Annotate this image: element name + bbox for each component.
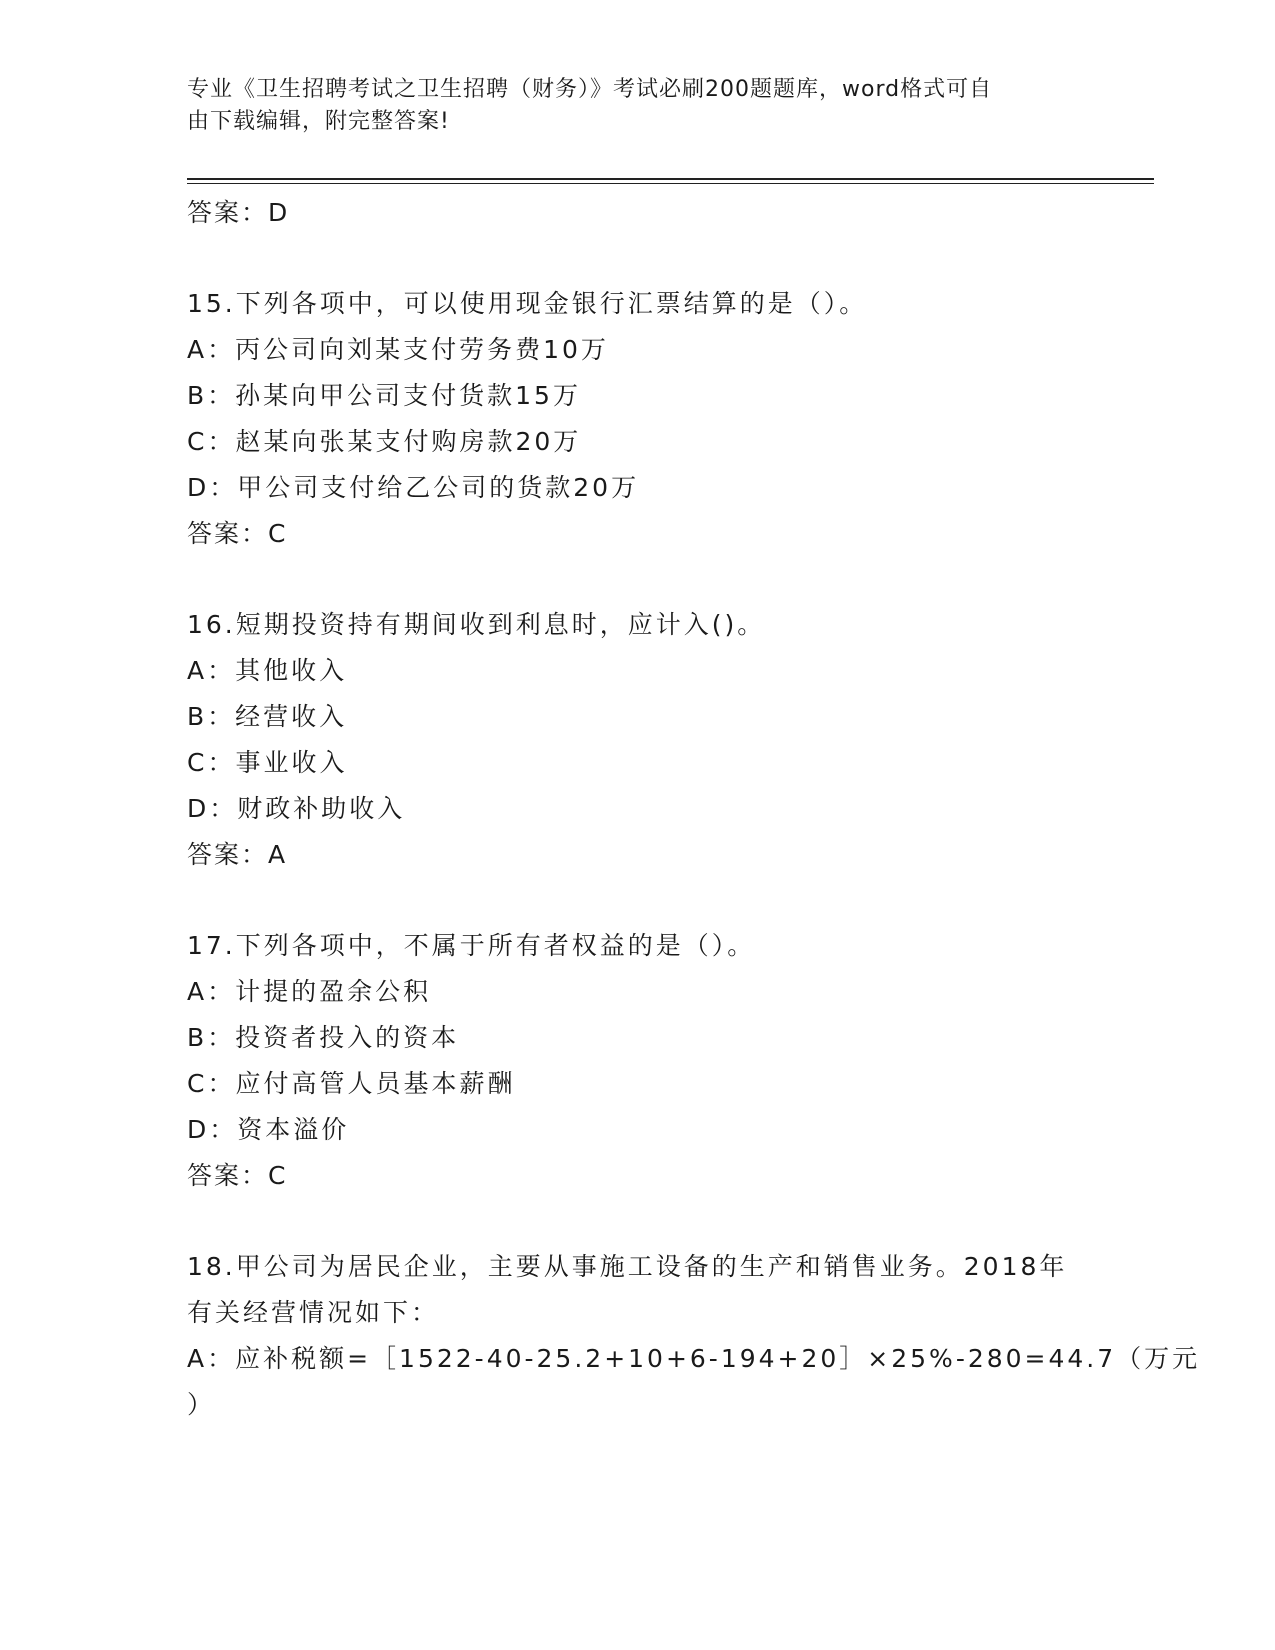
option-d: D：甲公司支付给乙公司的货款20万	[187, 473, 640, 502]
question-18	[187, 1244, 1201, 1428]
option-c: C：赵某向张某支付购房款20万	[187, 427, 582, 456]
question-15	[187, 281, 1087, 557]
option-d: D：财政补助收入	[187, 794, 406, 823]
option-b: B：经营收入	[187, 702, 348, 731]
question-stem: 15.下列各项中，可以使用现金银行汇票结算的是（）。	[187, 289, 868, 318]
answer-line: 答案：C	[187, 519, 288, 548]
question-16	[187, 602, 1087, 878]
option-b: B：投资者投入的资本	[187, 1023, 460, 1052]
answer-line: 答案：D	[187, 198, 290, 227]
option-a-line-2: ）	[187, 1390, 216, 1419]
header-divider-thin	[187, 183, 1154, 184]
answer-line: 答案：C	[187, 1161, 288, 1190]
document-header	[187, 74, 1067, 138]
header-line-2: 由下载编辑，附完整答案!	[187, 109, 450, 134]
answer-line: 答案：A	[187, 840, 288, 869]
document-body	[187, 190, 1201, 1428]
option-c: C：应付高管人员基本薪酬	[187, 1069, 516, 1098]
header-line-1: 专业《卫生招聘考试之卫生招聘（财务）》考试必刷200题题库，word格式可自	[187, 77, 993, 102]
option-d: D：资本溢价	[187, 1115, 350, 1144]
question-stem: 16.短期投资持有期间收到利息时，应计入()。	[187, 610, 766, 639]
option-a: A：丙公司向刘某支付劳务费10万	[187, 335, 609, 364]
option-a-line-1: A：应补税额=［1522-40-25.2+10+6-194+20］×25%-280=44.7（万元	[187, 1344, 1201, 1373]
header-divider-thick	[187, 178, 1154, 180]
option-c: C：事业收入	[187, 748, 348, 777]
option-a: A：其他收入	[187, 656, 348, 685]
option-a: A：计提的盈余公积	[187, 977, 432, 1006]
option-b: B：孙某向甲公司支付货款15万	[187, 381, 581, 410]
question-stem: 17.下列各项中，不属于所有者权益的是（）。	[187, 931, 756, 960]
question-stem-line-1: 18.甲公司为居民企业，主要从事施工设备的生产和销售业务。2018年	[187, 1252, 1068, 1281]
question-17	[187, 923, 1087, 1199]
question-stem-line-2: 有关经营情况如下：	[187, 1298, 440, 1327]
